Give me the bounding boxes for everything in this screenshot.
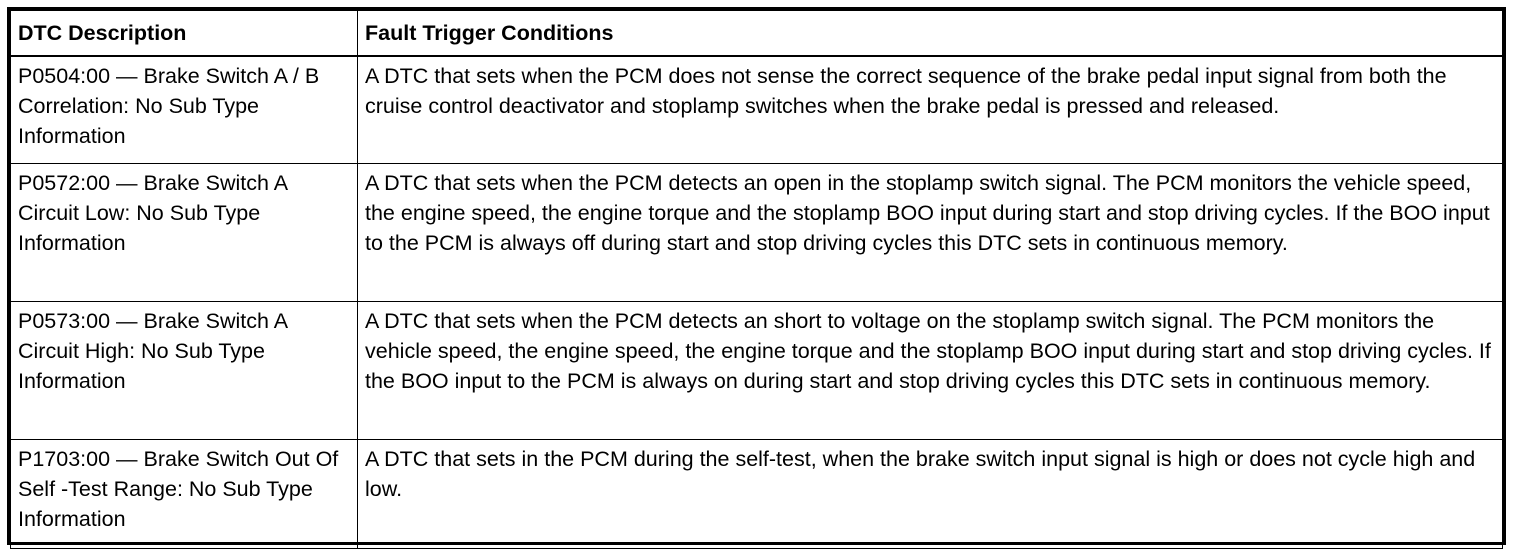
- column-header-dtc-description: DTC Description: [11, 11, 358, 56]
- dtc-description-cell: P0504:00 — Brake Switch A / B Correlation: No Sub Type Information: [11, 56, 358, 164]
- dtc-table-frame: [7, 7, 1506, 545]
- table-row: [11, 302, 1503, 440]
- table-row: [11, 56, 1503, 164]
- fault-trigger-conditions-cell: A DTC that sets in the PCM during the self-test, when the brake switch input signal is high or does not cycle high and low.: [358, 440, 1503, 549]
- fault-trigger-conditions-cell: A DTC that sets when the PCM detects an short to voltage on the stoplamp switch signal. The PCM monitors the vehicle speed, the engine speed, the engine torque and the stoplamp BOO input during start and stop driving cycles. If the BOO input to the PCM is always on during start and stop driving cycles this DTC sets in continuous memory.: [358, 302, 1503, 440]
- table-header-row: [11, 11, 1503, 56]
- fault-trigger-conditions-cell: A DTC that sets when the PCM does not sense the correct sequence of the brake pedal input signal from both the cruise control deactivator and stoplamp switches when the brake pedal is pressed and released.: [358, 56, 1503, 164]
- dtc-description-cell: P0572:00 — Brake Switch A Circuit Low: No Sub Type Information: [11, 164, 358, 302]
- table-row: [11, 164, 1503, 302]
- dtc-table: [10, 10, 1503, 549]
- dtc-description-cell: P0573:00 — Brake Switch A Circuit High: No Sub Type Information: [11, 302, 358, 440]
- fault-trigger-conditions-cell: A DTC that sets when the PCM detects an open in the stoplamp switch signal. The PCM monitors the vehicle speed, the engine speed, the engine torque and the stoplamp BOO input during start and stop driving cycles. If the BOO input to the PCM is always off during start and stop driving cycles this DTC sets in continuous memory.: [358, 164, 1503, 302]
- table-row: [11, 440, 1503, 549]
- dtc-description-cell: P1703:00 — Brake Switch Out Of Self -Test Range: No Sub Type Information: [11, 440, 358, 549]
- column-header-fault-trigger-conditions: Fault Trigger Conditions: [358, 11, 1503, 56]
